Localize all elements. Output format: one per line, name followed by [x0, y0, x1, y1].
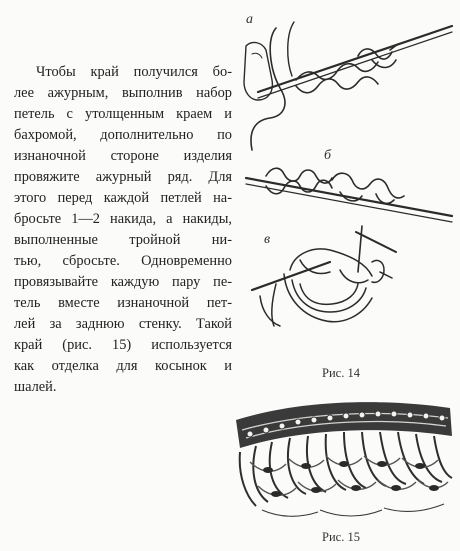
text-line: бросьте 1—2 накида, а накиды,: [14, 211, 232, 227]
text-line: провязывайте каждую пару пе-: [14, 274, 232, 290]
text-line: бахромой, дополнительно по: [14, 127, 232, 143]
text-line: этого перед каждой петлей на-: [14, 190, 232, 206]
text-line: лее ажурным, выполнив набор: [14, 85, 232, 101]
text-line: шалей.: [14, 379, 57, 395]
figure-14-label-a: а: [246, 12, 253, 27]
text-line: изнаночной стороне изделия: [14, 148, 232, 164]
figure-14-caption: Рис. 14: [322, 366, 360, 380]
figure-15-caption: Рис. 15: [322, 530, 360, 544]
text-line: провяжите ажурный ряд. Для: [14, 169, 232, 185]
text-line: край (рис. 15) используется: [14, 337, 232, 353]
text-line: тель вместе изнаночной пет-: [14, 295, 232, 311]
text-line: выполненные тройной ни-: [14, 232, 232, 248]
figure-14-label-v: в: [264, 232, 271, 247]
text-line: тью, сбросьте. Одновременно: [14, 253, 232, 269]
text-line: как отделка для косынок и: [14, 358, 232, 374]
text-line: Чтобы край получился бо-: [36, 64, 232, 80]
figure-14-label-b: б: [324, 148, 332, 163]
text-line: лей за заднюю стенку. Такой: [14, 316, 232, 332]
text-line: петель с утолщенным краем и: [14, 106, 232, 122]
